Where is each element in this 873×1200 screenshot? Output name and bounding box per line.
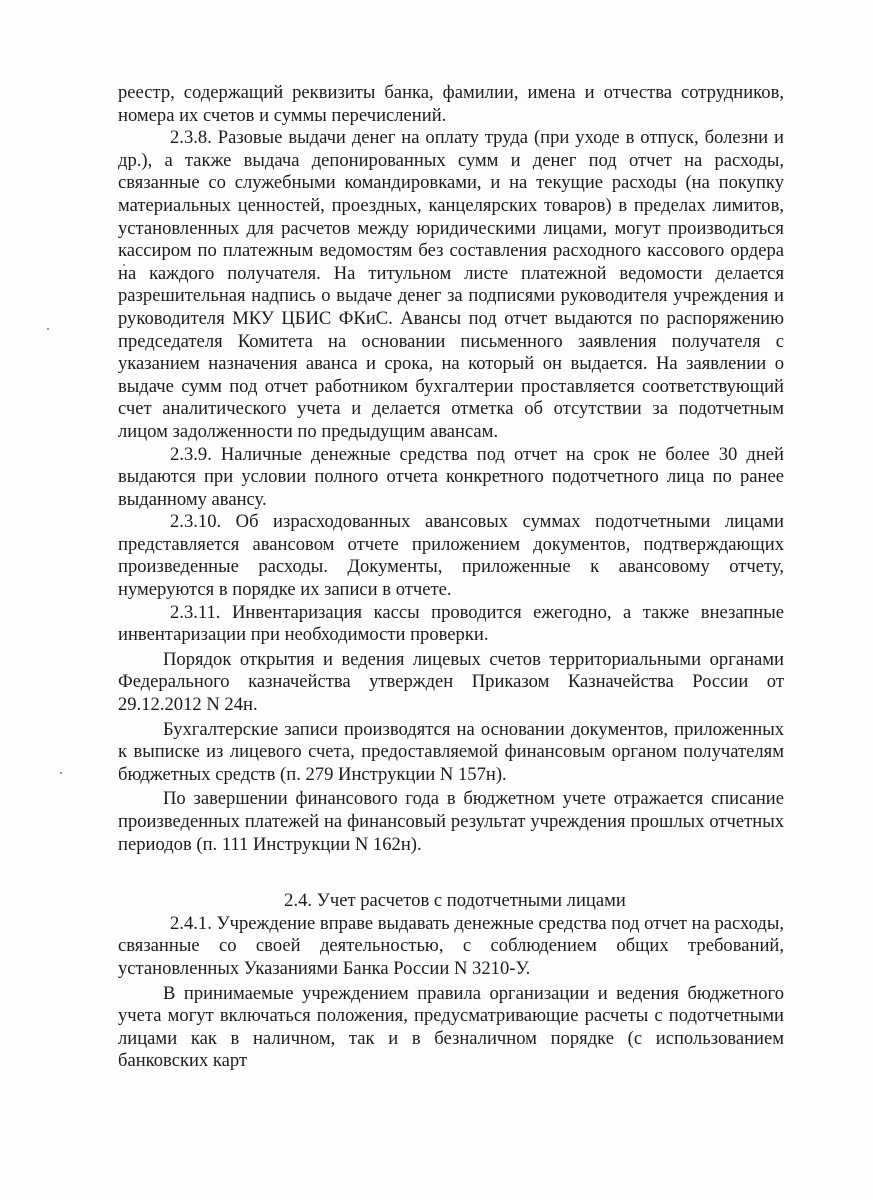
paragraph-2-4-1: 2.4.1. Учреждение вправе выдавать денежные средства под отчет на расходы, связанные со своей деятельностью, с соблюдением общих требований, установленных Указаниями Банка России N 3210-У. — [118, 912, 784, 979]
paragraph-year-end: По завершении финансового года в бюджетном учете отражается списание произведенных платежей на финансовый результат учреждения прошлых отчетных периодов (п. 111 Инструкции N 162н). — [118, 788, 784, 855]
paragraph-2-3-9: 2.3.9. Наличные денежные средства под отчет на срок не более 30 дней выдаются при условии полного отчета конкретного подотчетного лица по ранее выданному авансу. — [118, 443, 784, 510]
scan-speck — [60, 772, 62, 774]
scan-speck — [47, 328, 49, 330]
paragraph-registry: реестр, содержащий реквизиты банка, фамилии, имена и отчества сотрудников, номера их счетов и суммы перечислений. — [118, 82, 784, 126]
paragraph-accounting-entries: Бухгалтерские записи производятся на основании документов, приложенных к выписке из лицевого счета, предоставляемой финансовым органом получателям бюджетных средств (п. 279 Инструкции N 157н). — [118, 718, 784, 785]
paragraph-settlement-rules: В принимаемые учреждением правила организации и ведения бюджетного учета могут включаться положения, предусматривающие расчеты с подотчетными лицами как в наличном, так и в безналичном порядке (с использованием банковских карт — [118, 982, 784, 1072]
paragraph-2-3-10: 2.3.10. Об израсходованных авансовых суммах подотчетными лицами представляется авансовом отчете приложением документов, подтверждающих произведенные расходы. Документы, приложенные к авансовому отчету, нумеруются в порядке их записи в отчете. — [118, 511, 784, 601]
paragraph-2-3-8: 2.3.8. Разовые выдачи денег на оплату труда (при уходе в отпуск, болезни и др.), а также выдача депонированных сумм и денег под отчет на расходы, связанные со служебными командировками, и на текущие расходы (на покупку материальных ценностей, проездных, канцелярских товаров) в пределах лимитов, установленных для расчетов между юридическими лицами, могут производиться кассиром по платежным ведомостям без составления расходного кассового ордера на каждого получателя. На титульном листе платежной ведомости делается разрешительная надпись о выдаче денег за подписями руководителя учреждения и руководителя МКУ ЦБИС ФКиС. Авансы под отчет выдаются по распоряжению председателя Комитета на основании письменного заявления получателя с указанием назначения аванса и срока, на который он выдается. На заявлении о выдаче сумм под отчет работником бухгалтерии проставляется соответствующий счет аналитического учета и делается отметка об отсутствии за подотчетным лицом задолженности по предыдущим авансам. — [118, 127, 784, 442]
document-body — [118, 82, 784, 1073]
paragraph-treasury-order: Порядок открытия и ведения лицевых счетов территориальными органами Федерального казначейства утвержден Приказом Казначейства России от 29.12.2012 N 24н. — [118, 648, 784, 716]
paragraph-2-3-11: 2.3.11. Инвентаризация кассы проводится ежегодно, а также внезапные инвентаризации при необходимости проверки. — [118, 601, 784, 646]
section-heading: 2.4. Учет расчетов с подотчетными лицами — [284, 890, 626, 912]
